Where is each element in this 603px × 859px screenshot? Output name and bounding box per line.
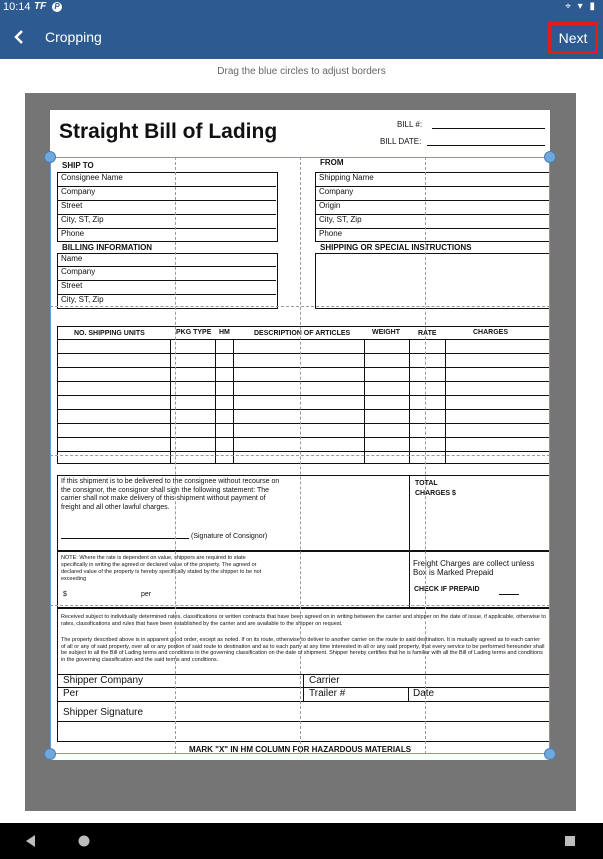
nav-bar xyxy=(0,823,603,859)
status-icons xyxy=(565,1,597,12)
ship-to-heading: SHIP TO xyxy=(62,161,94,170)
document-title: Straight Bill of Lading xyxy=(59,120,278,143)
chevron-left-icon xyxy=(10,27,30,47)
crop-handle-top-left[interactable] xyxy=(44,151,56,163)
shipper-signature-label: Shipper Signature xyxy=(63,707,144,718)
table-header: WEIGHT xyxy=(372,329,400,336)
crop-handle-bottom-right[interactable] xyxy=(544,748,556,760)
p-icon: P xyxy=(52,2,62,12)
per-field-label: Per xyxy=(63,688,79,699)
bill-number-line xyxy=(432,128,545,129)
from-row: Origin xyxy=(316,201,549,215)
billing-row: City, ST, Zip xyxy=(61,295,104,304)
hazmat-footer: MARK "X" IN HM COLUMN FOR HAZARDOUS MATERIALS xyxy=(188,745,412,754)
from-row: City, ST, Zip xyxy=(316,215,549,229)
table-header: RATE xyxy=(418,330,437,337)
bill-date-line xyxy=(427,145,545,146)
app-bar xyxy=(0,15,603,59)
billing-row: Name xyxy=(58,254,276,267)
instructions-heading: SHIPPING OR SPECIAL INSTRUCTIONS xyxy=(320,243,472,252)
ship-to-row: Street xyxy=(58,201,276,215)
wifi-icon: ▾ xyxy=(577,1,585,12)
dollar-label: $ xyxy=(63,591,67,598)
status-bar xyxy=(0,0,603,15)
battery-icon: ▮ xyxy=(589,1,597,12)
table-header: PKG TYPE xyxy=(176,329,212,336)
shipper-company-label: Shipper Company xyxy=(63,675,144,686)
ship-to-row: Consignee Name xyxy=(58,173,276,187)
signature-consignor-label: (Signature of Consignor) xyxy=(191,533,268,540)
total-charges-label: TOTAL CHARGES $ xyxy=(415,480,456,497)
back-button[interactable] xyxy=(10,27,30,47)
crop-handle-top-right[interactable] xyxy=(544,151,556,163)
table-header: CHARGES xyxy=(473,329,509,336)
received-text: Received subject to individually determined rates, classifications or written contracts that have been agreed on in writing between the carrier and shipper on the date of issue, if applicable, otherwise to rates, classifications and rules that have been established by the carrier and are available to the shipper on request. xyxy=(61,614,546,627)
table-header: HM xyxy=(219,329,230,336)
back-triangle-icon[interactable] xyxy=(23,833,37,849)
billing-heading: BILLING INFORMATION xyxy=(62,243,153,252)
from-heading: FROM xyxy=(320,158,344,167)
billing-row: Company xyxy=(58,267,276,281)
consignor-note: If this shipment is to be delivered to the consignee without recourse on the consignor, the consignor shall sign the following statement: The carrier shall not make delivery of this shipment without payment of freight and all other lawful charges. xyxy=(61,478,280,511)
table-header: NO. SHIPPING UNITS xyxy=(74,330,145,337)
crop-hint: Drag the blue circles to adjust borders xyxy=(217,66,386,77)
recents-square-icon[interactable] xyxy=(564,835,576,847)
home-circle-icon[interactable] xyxy=(77,834,91,848)
from-row: Company xyxy=(316,187,549,201)
check-prepaid-label: CHECK IF PREPAID xyxy=(414,586,480,593)
page-title: Cropping xyxy=(45,29,102,45)
crop-border xyxy=(50,157,550,754)
status-time: 10:14 xyxy=(3,1,31,13)
billing-row: Street xyxy=(58,281,276,295)
freight-collect-note: Freight Charges are collect unless Box is Marked Prepaid xyxy=(413,559,535,577)
crop-handle-bottom-left[interactable] xyxy=(44,748,56,760)
from-row: Phone xyxy=(319,229,343,238)
from-row: Shipping Name xyxy=(316,173,549,187)
ship-to-row: Company xyxy=(58,187,276,201)
table-header: DESCRIPTION OF ARTICLES xyxy=(254,330,351,337)
per-label: per xyxy=(141,591,152,598)
ship-to-row: City, ST, Zip xyxy=(58,215,276,229)
property-text: The property described above is in apparent good order, except as noted. If on its route, otherwise to deliver to another carrier on the route to said destination. It is mutually agreed as to each carrier of all or any of said property, over all or any portion of said route to destination and as to each party at any time interested in all or any said property, that every service to be performed hereunder shall be subject to all the Bill of Lading terms and conditions in the governing classification on the date of shipment. Shipper hereby certifies that he is familiar with all the Bill of Lading terms and conditions in the governing classification and the said terms and conditions. xyxy=(61,637,545,663)
bill-number-label: BILL #: xyxy=(397,120,423,129)
trailer-label: Trailer # xyxy=(309,688,346,699)
bill-date-label: BILL DATE: xyxy=(380,137,422,146)
next-button[interactable]: Next xyxy=(548,22,598,54)
date-label: Date xyxy=(413,688,435,699)
rate-note: NOTE: Where the rate is dependent on value, shippers are required to state specifically in writing the agreed or declared value of the property. The agreed or declared value of the property is hereby specifically stated by the shipper to be not exceeding xyxy=(61,555,262,582)
location-icon: ⌖ xyxy=(565,1,573,12)
ship-to-row: Phone xyxy=(61,229,85,238)
carrier-label: Carrier xyxy=(309,675,340,686)
tf-icon: TF xyxy=(34,1,47,12)
